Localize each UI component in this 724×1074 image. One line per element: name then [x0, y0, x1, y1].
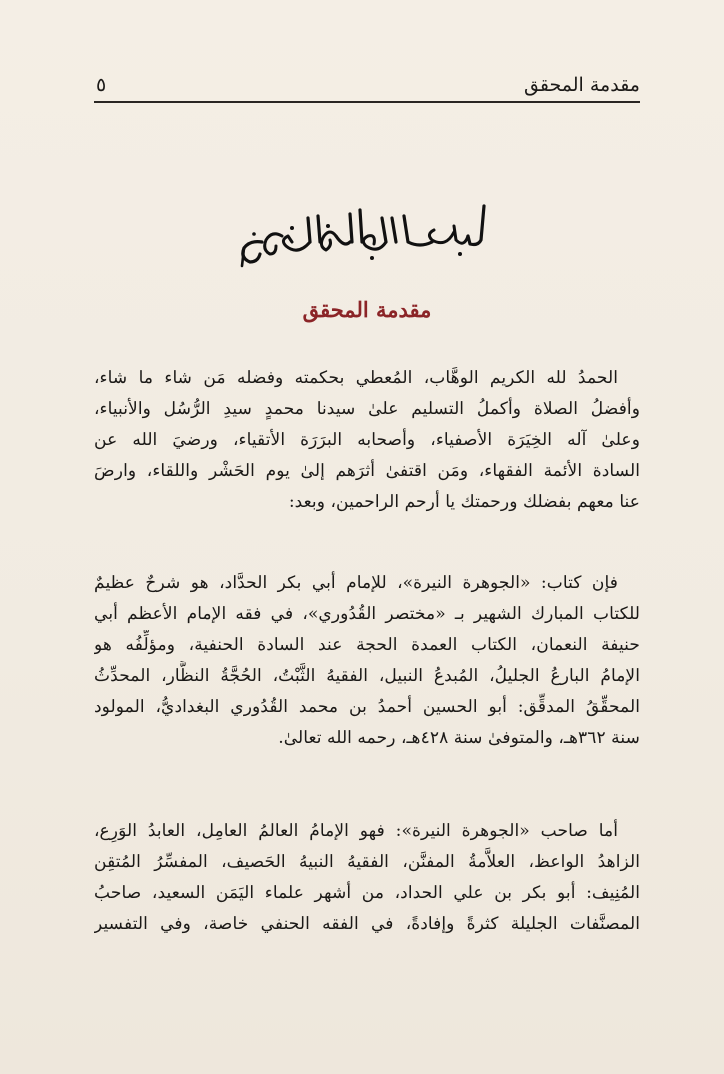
text-line: السادة الأئمة الفقهاء، ومَن اقتفىٰ أثرَهم إلىٰ يوم الحَشْر واللقاء، وارضَ	[94, 461, 640, 481]
text-line: عنا معهم بفضلك ورحمتك يا أرحم الراحمين، وبعد:	[288, 492, 640, 512]
header-rule	[94, 101, 640, 103]
paragraph-3	[94, 816, 640, 940]
text-line: الزاهدُ الواعظ، العلاَّمةُ المفنَّن، الفقيهُ النبيهُ الحَصيف، المفسِّرُ المُتقِن	[94, 852, 640, 872]
text-line: للكتاب المبارك الشهير بـ «مختصر القُدُوري»، في فقه الإمام الأعظم أبي	[94, 604, 640, 624]
text-line: المحقِّقُ المدقِّق: أبو الحسين أحمدُ بن محمد القُدُوري البغداديُّ، المولود	[94, 697, 640, 717]
text-line: وعلىٰ آله الخِيَرَة الأصفياء، وأصحابه البرَرَة الأتقياء، ورضيَ الله عن	[94, 430, 640, 450]
text-line: وأفضلُ الصلاة وأكملُ التسليم علىٰ سيدنا محمدٍ سيدِ الرُّسُل والأنبياء،	[94, 399, 640, 419]
text-line: الحمدُ لله الكريم الوهَّاب، المُعطي بحكمته وفضله مَن شاء ما شاء،	[94, 368, 618, 388]
section-title: مقدمة المحقق	[302, 297, 432, 322]
text-line: المصنَّفات الجليلة كثرةً وإفادةً، في الفقه الحنفي خاصة، وفي التفسير	[94, 914, 640, 934]
text-line: الإمامُ البارعُ الجليلُ، المُبدعُ النبيل، الفقيهُ الثَّبْتُ، الحُجَّةُ النظَّار، المحدِّثُ	[94, 666, 640, 686]
running-header	[94, 72, 640, 102]
text-line: فإن كتاب: «الجوهرة النيرة»، للإمام أبي بكر الحدَّاد، هو شرحٌ عظيمٌ	[94, 573, 618, 593]
text-line: حنيفة النعمان، الكتاب العمدة الحجة عند السادة الحنفية، ومؤلِّفُه هو	[94, 635, 640, 655]
paragraph-2	[94, 568, 640, 754]
page-number: ٥	[96, 74, 107, 96]
text-line: سنة ٣٦٢هـ، والمتوفىٰ سنة ٤٢٨هـ، رحمه الله تعالىٰ.	[278, 728, 640, 748]
text-line: المُنِيف: أبو بكر بن علي الحداد، من أشهر علماء اليَمَن السعيد، صاحبُ	[94, 883, 640, 903]
running-title: مقدمة المحقق	[524, 74, 640, 96]
text-line: أما صاحب «الجوهرة النيرة»: فهو الإمامُ العالمُ العامِل، العابدُ الوَرِع،	[94, 821, 618, 841]
paragraph-1	[94, 363, 640, 518]
basmala-calligraphy	[232, 196, 494, 268]
